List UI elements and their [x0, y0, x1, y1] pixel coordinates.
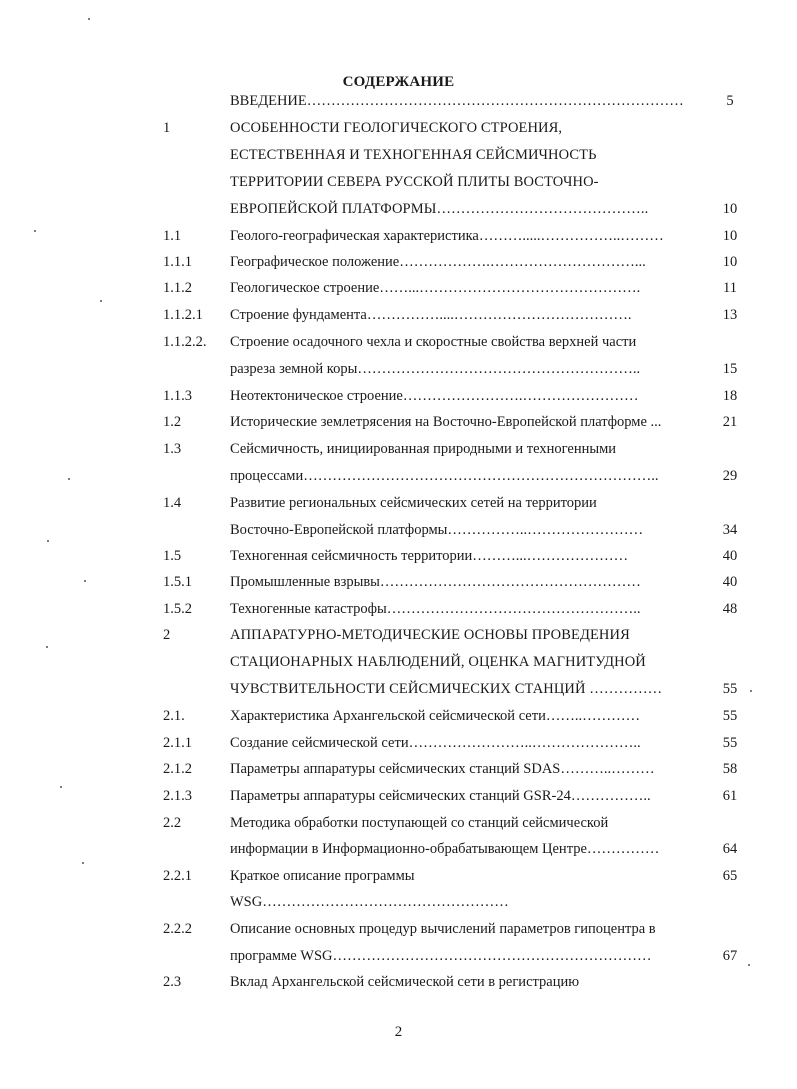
toc-page: 18 — [722, 388, 738, 404]
toc-entry — [0, 115, 797, 141]
toc-number: 2.3 — [163, 974, 182, 990]
toc-number: 1.5.2 — [163, 601, 192, 617]
scan-speck — [88, 18, 90, 20]
toc-entry — [0, 783, 797, 809]
toc-number: 1 — [163, 120, 171, 136]
toc-page: 29 — [722, 468, 738, 484]
toc-page: 34 — [722, 522, 738, 538]
toc-number: 2.1.1 — [163, 735, 192, 751]
toc-text: WSG…………………………………………… — [230, 894, 509, 910]
toc-page: 61 — [722, 788, 738, 804]
toc-number: 1.1.2.2. — [163, 334, 207, 350]
toc-page: 48 — [722, 601, 738, 617]
toc-text: Техногенные катастрофы…………………………………………….. — [230, 601, 641, 617]
toc-number: 1.5.1 — [163, 574, 192, 590]
toc-number: 2.2.1 — [163, 868, 192, 884]
toc-number: 2.1.2 — [163, 761, 192, 777]
toc-text: Исторические землетрясения на Восточно-Европейской платформе ... — [230, 414, 662, 430]
toc-text: ЧУВСТВИТЕЛЬНОСТИ СЕЙСМИЧЕСКИХ СТАНЦИЙ …………… — [230, 681, 663, 697]
scan-speck — [34, 230, 36, 232]
toc-page: 65 — [722, 868, 738, 884]
toc-entry — [0, 490, 797, 516]
page-title: СОДЕРЖАНИЕ — [342, 74, 455, 90]
toc-entry — [0, 943, 797, 969]
toc-page: 10 — [722, 254, 738, 270]
scan-speck — [68, 478, 70, 480]
toc-entry — [0, 622, 797, 648]
toc-entry — [0, 969, 797, 995]
toc-text: ВВЕДЕНИЕ…………………………………………………………………… — [230, 93, 684, 109]
toc-page: 64 — [722, 841, 738, 857]
toc-page: 15 — [722, 361, 738, 377]
toc-entry — [0, 409, 797, 435]
toc-entry — [0, 223, 797, 249]
scan-speck — [750, 690, 752, 692]
toc-entry — [0, 196, 797, 222]
toc-entry — [0, 676, 797, 702]
toc-page: 40 — [722, 574, 738, 590]
toc-page: 10 — [722, 228, 738, 244]
toc-text: Восточно-Европейской платформы……………..…………………… — [230, 522, 644, 538]
toc-text: Геологическое строение……...………………………………………. — [230, 280, 641, 296]
toc-text: Краткое описание программы — [230, 868, 415, 884]
toc-page: 58 — [722, 761, 738, 777]
toc-number: 2 — [163, 627, 171, 643]
toc-number: 1.2 — [163, 414, 182, 430]
toc-number: 2.2.2 — [163, 921, 192, 937]
scan-speck — [100, 300, 102, 302]
toc-text: Неотектоническое строение…………………….…………………… — [230, 388, 639, 404]
toc-entry — [0, 569, 797, 595]
toc-page: 40 — [722, 548, 738, 564]
toc-entry — [0, 889, 797, 915]
toc-entry — [0, 436, 797, 462]
toc-page: 55 — [722, 735, 738, 751]
toc-text: Сейсмичность, инициированная природными и техногенными — [230, 441, 617, 457]
toc-text: Создание сейсмической сети……………………..………………….. — [230, 735, 641, 751]
toc-entry — [0, 730, 797, 756]
toc-entry — [0, 356, 797, 382]
toc-text: ЕСТЕСТВЕННАЯ И ТЕХНОГЕННАЯ СЕЙСМИЧНОСТЬ — [230, 147, 597, 163]
toc-text: Описание основных процедур вычислений параметров гипоцентра в — [230, 921, 656, 937]
toc-text: Географическое положение……………….…………………………... — [230, 254, 646, 270]
toc-entry — [0, 463, 797, 489]
toc-page: 67 — [722, 948, 738, 964]
toc-number: 1.1 — [163, 228, 182, 244]
toc-text: Строение фундамента……………....………………………………. — [230, 307, 632, 323]
toc-number: 2.2 — [163, 815, 182, 831]
toc-number: 1.1.1 — [163, 254, 192, 270]
toc-text: Параметры аппаратуры сейсмических станций SDAS………..……… — [230, 761, 655, 777]
toc-number: 1.1.2.1 — [163, 307, 203, 323]
scan-speck — [47, 540, 49, 542]
toc-text: Геолого-географическая характеристика……….....……………..……… — [230, 228, 664, 244]
toc-number: 1.5 — [163, 548, 182, 564]
toc-number: 1.3 — [163, 441, 182, 457]
toc-entry — [0, 517, 797, 543]
toc-text: Техногенная сейсмичность территории………...………………… — [230, 548, 629, 564]
toc-text: разреза земной коры………………………………………………….. — [230, 361, 641, 377]
toc-entry — [0, 329, 797, 355]
toc-entry — [0, 543, 797, 569]
toc-entry — [0, 249, 797, 275]
toc-text: Промышленные взрывы……………………………………………… — [230, 574, 641, 590]
toc-text: АППАРАТУРНО-МЕТОДИЧЕСКИЕ ОСНОВЫ ПРОВЕДЕНИЯ — [230, 627, 630, 643]
scan-speck — [748, 964, 750, 966]
toc-number: 1.1.2 — [163, 280, 192, 296]
toc-entry — [0, 810, 797, 836]
toc-number: 2.1. — [163, 708, 185, 724]
toc-text: ЕВРОПЕЙСКОЙ ПЛАТФОРМЫ…………………………………….. — [230, 201, 649, 217]
scan-speck — [82, 862, 84, 864]
toc-text: ОСОБЕННОСТИ ГЕОЛОГИЧЕСКОГО СТРОЕНИЯ, — [230, 120, 563, 136]
toc-text: Параметры аппаратуры сейсмических станций GSR-24…………….. — [230, 788, 651, 804]
toc-page: 21 — [722, 414, 738, 430]
toc-entry — [0, 756, 797, 782]
toc-entry — [0, 302, 797, 328]
toc-text: информации в Информационно-обрабатывающем Центре…………… — [230, 841, 660, 857]
scan-speck — [84, 580, 86, 582]
toc-text: Вклад Архангельской сейсмической сети в регистрацию — [230, 974, 580, 990]
toc-text: Характеристика Архангельской сейсмической сети……..………… — [230, 708, 641, 724]
toc-entry — [0, 649, 797, 675]
toc-page: 11 — [723, 280, 737, 296]
toc-entry — [0, 863, 797, 889]
scan-speck — [46, 646, 48, 648]
toc-number: 1.4 — [163, 495, 182, 511]
toc-entry — [0, 836, 797, 862]
toc-text: Развитие региональных сейсмических сетей на территории — [230, 495, 597, 511]
toc-number: 2.1.3 — [163, 788, 192, 804]
toc-entry — [0, 916, 797, 942]
toc-text: программе WSG………………………………………………………… — [230, 948, 652, 964]
toc-text: СТАЦИОНАРНЫХ НАБЛЮДЕНИЙ, ОЦЕНКА МАГНИТУДНОЙ — [230, 654, 646, 670]
toc-page: 55 — [722, 708, 738, 724]
toc-entry — [0, 88, 797, 114]
toc-text: Строение осадочного чехла и скоростные свойства верхней части — [230, 334, 637, 350]
toc-entry — [0, 169, 797, 195]
toc-entry — [0, 142, 797, 168]
toc-page: 13 — [722, 307, 738, 323]
toc-text: Методика обработки поступающей со станций сейсмической — [230, 815, 609, 831]
toc-page: 5 — [726, 93, 734, 109]
toc-number: 1.1.3 — [163, 388, 192, 404]
toc-text: процессами……………………………………………………………….. — [230, 468, 659, 484]
page-number: 2 — [394, 1024, 403, 1040]
toc-entry — [0, 383, 797, 409]
toc-entry — [0, 703, 797, 729]
toc-text: ТЕРРИТОРИИ СЕВЕРА РУССКОЙ ПЛИТЫ ВОСТОЧНО- — [230, 174, 599, 190]
toc-entry — [0, 596, 797, 622]
toc-entry — [0, 275, 797, 301]
scan-speck — [60, 786, 62, 788]
toc-page: 10 — [722, 201, 738, 217]
toc-page: 55 — [722, 681, 738, 697]
